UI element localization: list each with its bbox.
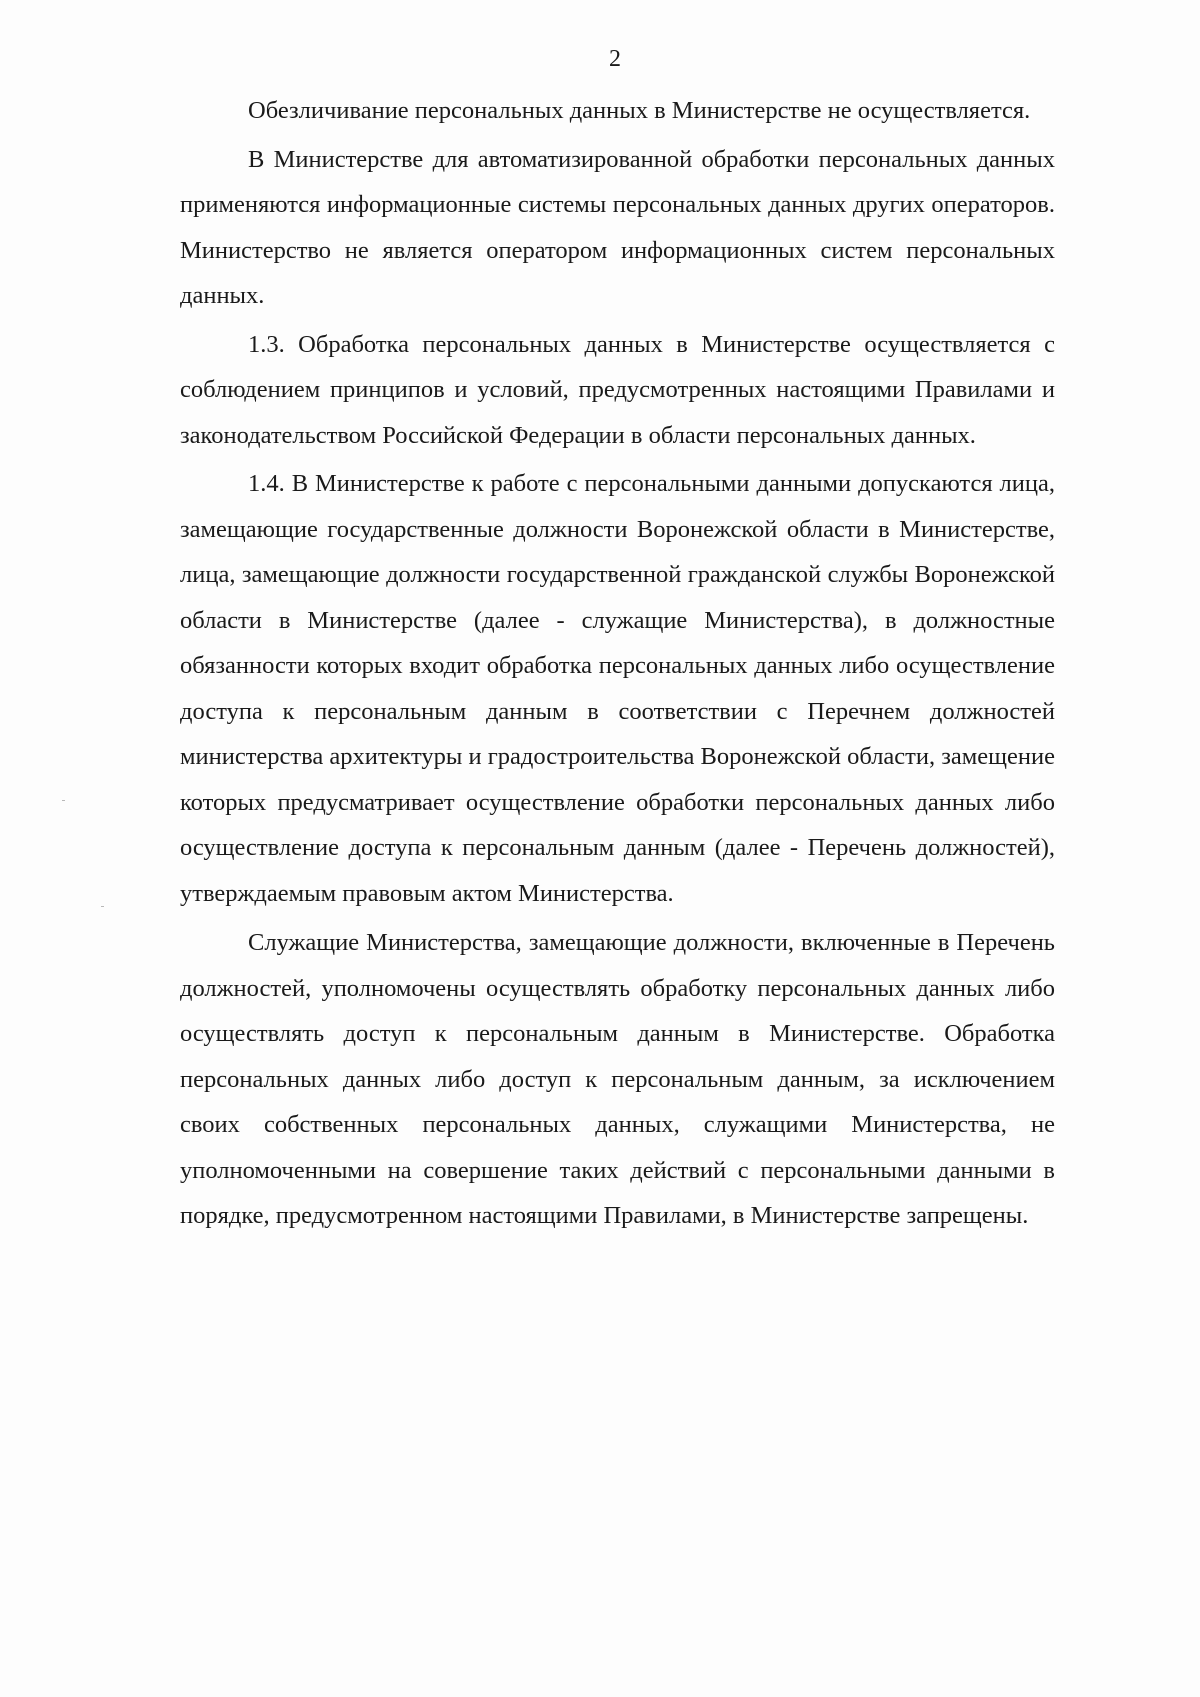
scan-speck (101, 906, 104, 907)
paragraph-1-3: 1.3. Обработка персональных данных в Министерстве осуществляется с соблюдением принципов и условий, предусмотренных настоящими Правилами и законодательством Российской Федерации в области персональных данных. (180, 330, 1055, 449)
paragraph-information-systems: В Министерстве для автоматизированной обработки персональных данных применяются информационные системы персональных данных других операторов. Министерство не является оператором информационных систем персональных данных. (180, 145, 1055, 309)
scan-speck (62, 800, 65, 801)
paragraph-authorized-employees: Служащие Министерства, замещающие должности, включенные в Перечень должностей, уполномочены осуществлять обработку персональных данных либо осуществлять доступ к персональным данным в Министерстве. Обработка персональных данных либо доступ к персональным данным, за исключением своих собственных персональных данных, служащими Министерства, не уполномоченными на совершение таких действий с персональными данными в порядке, предусмотренном настоящими Правилами, в Министерстве запрещены. (180, 929, 1055, 1229)
page-number: 2 (609, 46, 621, 72)
paragraph-depersonalization: Обезличивание персональных данных в Министерстве не осуществляется. (248, 97, 1031, 124)
document-body (180, 88, 1055, 1239)
paragraph-1-4: 1.4. В Министерстве к работе с персональными данными допускаются лица, замещающие государственные должности Воронежской области в Министерстве, лица, замещающие должности государственной гражданской службы Воронежской области в Министерстве (далее - служащие Министерства), в должностные обязанности которых входит обработка персональных данных либо осуществление доступа к персональным данным в соответствии с Перечнем должностей министерства архитектуры и градостроительства Воронежской области, замещение которых предусматривает осуществление обработки персональных данных либо осуществление доступа к персональным данным (далее - Перечень должностей), утверждаемым правовым актом Министерства. (180, 470, 1056, 907)
